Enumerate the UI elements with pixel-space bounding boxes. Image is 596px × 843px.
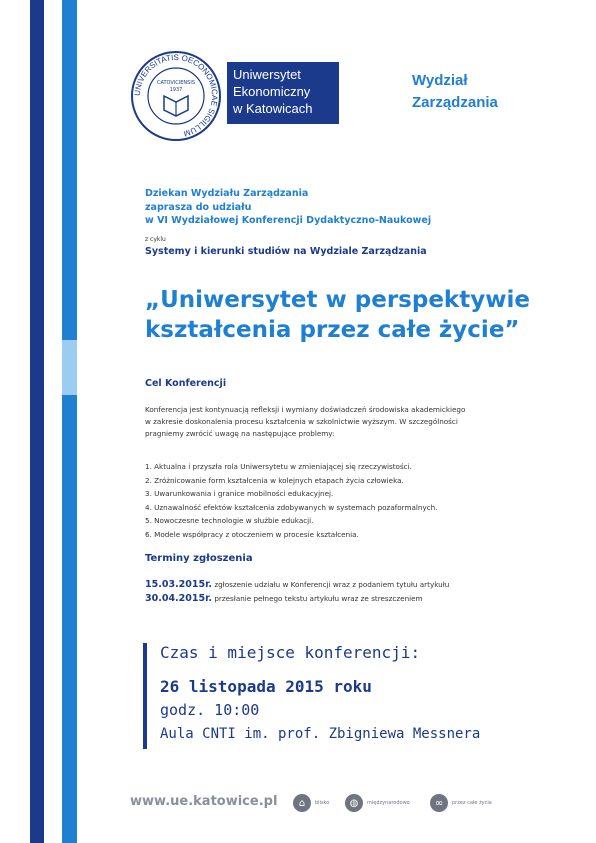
faculty-line-2: Zarządzania	[412, 94, 498, 111]
faculty-name	[412, 70, 498, 114]
website-link[interactable]: www.ue.katowice.pl	[130, 794, 278, 809]
venue-heading: Czas i miejsce konferencji:	[160, 643, 421, 662]
deadline-item	[145, 578, 449, 592]
deadlines-list	[145, 578, 449, 606]
globe-icon: ◍	[345, 794, 363, 812]
logo-line-2: Ekonomiczny	[233, 84, 311, 99]
footer	[130, 792, 570, 814]
footer-item-przez-cale-zycie	[430, 792, 492, 814]
list-item: 6. Modele współpracy z otoczeniem w procesie kształcenia.	[145, 529, 359, 539]
venue-block	[160, 641, 480, 746]
seal-inner-text: CATOVICIENSIS	[156, 80, 196, 86]
footer-item-miedzynarodowo	[345, 792, 410, 814]
list-item: 2. Zróżnicowanie form kształcenia w kolejnych etapach życia człowieka.	[145, 475, 404, 485]
invitation-line-1: Dziekan Wydziału Zarządzania	[145, 188, 309, 199]
faculty-line-1: Wydział	[412, 72, 468, 89]
deadlines-heading: Terminy zgłoszenia	[145, 553, 253, 564]
deadline-text: zgłoszenie udziału w Konferencji wraz z podaniem tytułu artykułu	[212, 580, 450, 589]
university-logo	[227, 62, 339, 124]
conference-title	[145, 285, 530, 345]
list-item: 4. Uznawalność efektów kształcenia zdobywanych w systemach pozaformalnych.	[145, 502, 438, 512]
invitation-line-2: zaprasza do udziału	[145, 201, 252, 213]
title-line-1: „Uniwersytet w perspektywie	[145, 287, 530, 313]
footer-item-label: międzynarodowo	[367, 800, 410, 806]
left-light-stripe	[62, 0, 77, 843]
svg-text:UNIVERSITATIS OECONOMICAE SIGI	[133, 53, 219, 138]
problems-list	[145, 460, 438, 542]
venue-time: godz. 10:00	[160, 701, 260, 719]
list-item: 1. Aktualna i przyszła rola Uniwersytetu w zmieniającej się rzeczywistości.	[145, 462, 412, 471]
goal-heading: Cel Konferencji	[145, 378, 227, 389]
infinity-icon: ∞	[430, 794, 448, 812]
venue-place: Aula CNTI im. prof. Zbigniewa Messnera	[160, 726, 481, 742]
left-dark-stripe	[30, 0, 44, 843]
deadline-date: 30.04.2015r.	[145, 593, 213, 604]
deadline-text: przesłanie pełnego tekstu artykułu wraz ze streszczeniem	[212, 594, 423, 603]
goal-line: Konferencja jest kontynuacją refleksji i wymiany doświadczeń środowiska akademickiego	[145, 405, 466, 414]
footer-item-label: blisko	[315, 800, 330, 806]
invitation-line-3: w VI Wydziałowej Konferencji Dydaktyczno-Naukowej	[145, 215, 432, 226]
deadline-date: 15.03.2015r.	[145, 579, 213, 590]
logo-line-3: w Katowicach	[233, 101, 313, 116]
seal-ring-text: UNIVERSITATIS OECONOMICAE SIGILLUM	[132, 52, 220, 139]
title-line-2: kształcenia przez całe życie”	[145, 317, 520, 343]
house-icon: ⌂	[293, 794, 311, 812]
goal-line: w zakresie doskonalenia procesu kształcenia w szkolnictwie wyższym. W szczególności	[145, 417, 458, 426]
invitation-text	[145, 187, 431, 228]
venue-date: 26 listopada 2015 roku	[160, 677, 372, 696]
cycle-label: z cyklu	[145, 236, 166, 243]
list-item: 5. Nowoczesne technologie w służbie edukacji.	[145, 516, 314, 526]
venue-accent-bar	[143, 643, 147, 749]
footer-item-label: przez całe życie	[452, 800, 492, 806]
seal-year: 1937	[169, 87, 183, 93]
cycle-title: Systemy i kierunki studiów na Wydziale Zarządzania	[145, 246, 427, 257]
goal-paragraph	[145, 404, 466, 440]
goal-line: pragniemy zwrócić uwagę na następujące problemy:	[145, 429, 335, 438]
deadline-item	[145, 592, 449, 606]
footer-item-blisko	[293, 792, 329, 814]
university-seal-icon	[130, 50, 222, 142]
list-item: 3. Uwarunkowania i granice mobilności edukacyjnej.	[145, 489, 334, 499]
logo-line-1: Uniwersytet	[233, 67, 301, 82]
